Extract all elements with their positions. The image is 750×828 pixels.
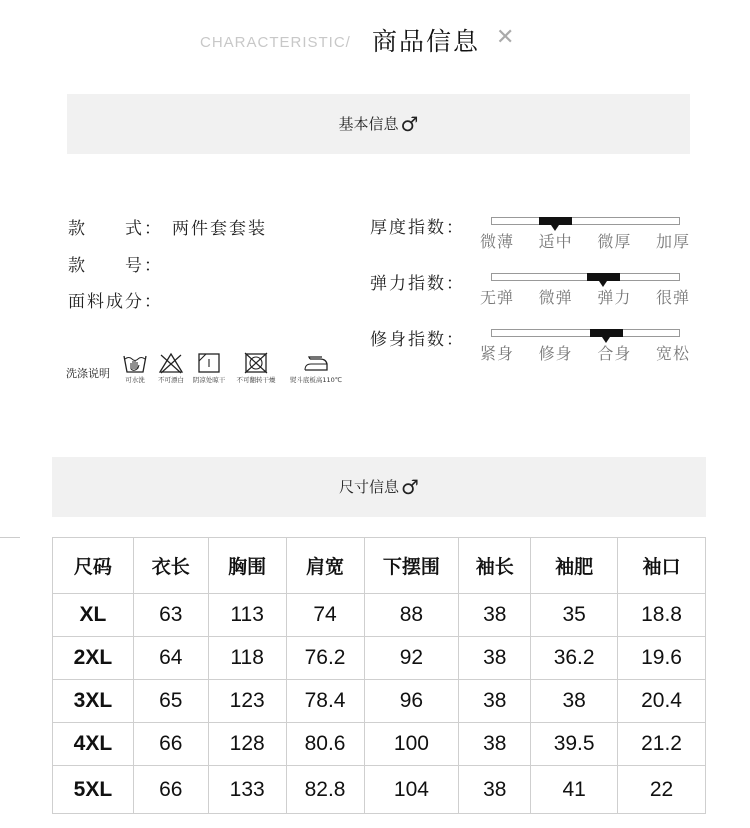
gauge-option: 适中 <box>538 232 573 251</box>
care-label: 阴凉处晾干 <box>192 376 226 384</box>
elasticity-gauge <box>370 269 690 313</box>
gauge-option: 合身 <box>597 344 632 363</box>
size-info-band <box>52 457 706 517</box>
care-instructions <box>66 352 366 392</box>
gauge-options <box>480 229 690 252</box>
table-cell: 66 <box>133 723 208 766</box>
gauge-label: 修身指数： <box>370 330 465 350</box>
gauge-option: 微薄 <box>480 232 515 251</box>
table-cell: 4XL <box>53 723 134 766</box>
table-header-row <box>53 538 706 594</box>
table-cell: 3XL <box>53 680 134 723</box>
table-cell: 18.8 <box>618 594 706 637</box>
gauge-fill <box>590 329 623 337</box>
gauge-option: 加厚 <box>655 232 690 251</box>
gauge-option: 很弹 <box>655 288 690 307</box>
hand-wash-icon <box>122 352 148 374</box>
table-cell: 113 <box>208 594 286 637</box>
no-bleach-icon <box>158 352 184 374</box>
care-item-hand-wash <box>118 352 152 384</box>
table-cell: 100 <box>364 723 459 766</box>
gauge-option: 紧身 <box>480 344 515 363</box>
table-cell: 123 <box>208 680 286 723</box>
table-cell: 2XL <box>53 637 134 680</box>
gauge-fill <box>539 217 572 225</box>
table-cell: 128 <box>208 723 286 766</box>
table-row <box>53 723 706 766</box>
gauge-option: 弹力 <box>597 288 632 307</box>
size-info-text: 尺寸信息 <box>339 478 400 496</box>
gauge-option: 无弹 <box>480 288 515 307</box>
care-label: 不可漂白 <box>158 376 184 384</box>
gauge-options <box>480 341 690 364</box>
table-cell: 88 <box>364 594 459 637</box>
table-cell: 96 <box>364 680 459 723</box>
table-cell: 63 <box>133 594 208 637</box>
fit-gauge <box>370 325 690 369</box>
table-cell: 38 <box>459 766 531 814</box>
table-cell: 20.4 <box>618 680 706 723</box>
care-title: 洗涤说明 <box>66 367 110 380</box>
male-symbol-icon: ♂ <box>401 475 419 499</box>
gauge-label: 弹力指数： <box>370 274 465 294</box>
shade-dry-icon <box>196 352 222 374</box>
table-cell: 5XL <box>53 766 134 814</box>
table-cell: 66 <box>133 766 208 814</box>
table-cell: 82.8 <box>286 766 364 814</box>
size-table <box>52 537 706 814</box>
size-info-label <box>52 457 706 517</box>
gauge-option: 修身 <box>538 344 573 363</box>
info-key: 款 式： <box>68 219 163 239</box>
table-cell: 92 <box>364 637 459 680</box>
iron-icon <box>302 352 330 374</box>
close-icon: ✕ <box>496 25 515 50</box>
info-row-fabric <box>68 287 172 312</box>
care-label: 可水洗 <box>125 376 145 384</box>
care-item-shade-dry <box>190 352 228 384</box>
section-header <box>0 18 750 62</box>
care-label: 熨斗底板高110℃ <box>289 376 343 384</box>
table-cell: 65 <box>133 680 208 723</box>
care-label: 不可翻转干燥 <box>236 376 276 384</box>
info-key: 面料成分： <box>68 292 163 312</box>
table-cell: 39.5 <box>531 723 618 766</box>
gauge-option: 微厚 <box>597 232 632 251</box>
table-cell: 36.2 <box>531 637 618 680</box>
column-header: 袖肥 <box>531 538 618 594</box>
table-cell: XL <box>53 594 134 637</box>
column-header: 袖长 <box>459 538 531 594</box>
table-cell: 104 <box>364 766 459 814</box>
table-row <box>53 680 706 723</box>
column-header: 下摆围 <box>364 538 459 594</box>
table-cell: 64 <box>133 637 208 680</box>
table-cell: 74 <box>286 594 364 637</box>
table-cell: 41 <box>531 766 618 814</box>
gauge-label: 厚度指数： <box>370 218 465 238</box>
column-header: 尺码 <box>53 538 134 594</box>
basic-info-band <box>67 94 690 154</box>
gauge-option: 宽松 <box>655 344 690 363</box>
column-header: 衣长 <box>133 538 208 594</box>
table-cell: 38 <box>459 637 531 680</box>
gauge-track <box>491 329 680 337</box>
male-symbol-icon: ♂ <box>400 112 419 136</box>
info-value: 两件套套装 <box>172 219 267 239</box>
gauge-fill <box>587 273 620 281</box>
table-cell: 38 <box>459 723 531 766</box>
table-row <box>53 766 706 814</box>
gauge-track <box>491 273 680 281</box>
table-cell: 76.2 <box>286 637 364 680</box>
basic-info-label <box>67 94 690 154</box>
table-cell: 38 <box>459 680 531 723</box>
no-tumble-dry-icon <box>243 352 269 374</box>
table-cell: 80.6 <box>286 723 364 766</box>
gauge-option: 微弹 <box>538 288 573 307</box>
thickness-gauge <box>370 213 690 257</box>
table-row <box>53 637 706 680</box>
table-cell: 21.2 <box>618 723 706 766</box>
care-item-no-bleach <box>154 352 188 384</box>
table-cell: 22 <box>618 766 706 814</box>
column-header: 肩宽 <box>286 538 364 594</box>
header-english-title: CHARACTERISTIC/ <box>200 34 351 51</box>
gauge-track <box>491 217 680 225</box>
basic-info-text: 基本信息 <box>338 115 399 133</box>
info-row-style <box>68 214 267 239</box>
table-cell: 38 <box>531 680 618 723</box>
care-item-no-tumble-dry <box>234 352 278 384</box>
column-header: 胸围 <box>208 538 286 594</box>
gauge-options <box>480 285 690 308</box>
table-cell: 133 <box>208 766 286 814</box>
table-cell: 118 <box>208 637 286 680</box>
divider <box>0 537 20 538</box>
column-header: 袖口 <box>618 538 706 594</box>
info-row-item-number <box>68 251 172 276</box>
table-cell: 78.4 <box>286 680 364 723</box>
care-item-iron <box>286 352 346 384</box>
table-cell: 35 <box>531 594 618 637</box>
header-title: 商品信息 <box>372 27 481 56</box>
table-row <box>53 594 706 637</box>
info-key: 款 号： <box>68 256 163 276</box>
table-cell: 19.6 <box>618 637 706 680</box>
table-cell: 38 <box>459 594 531 637</box>
